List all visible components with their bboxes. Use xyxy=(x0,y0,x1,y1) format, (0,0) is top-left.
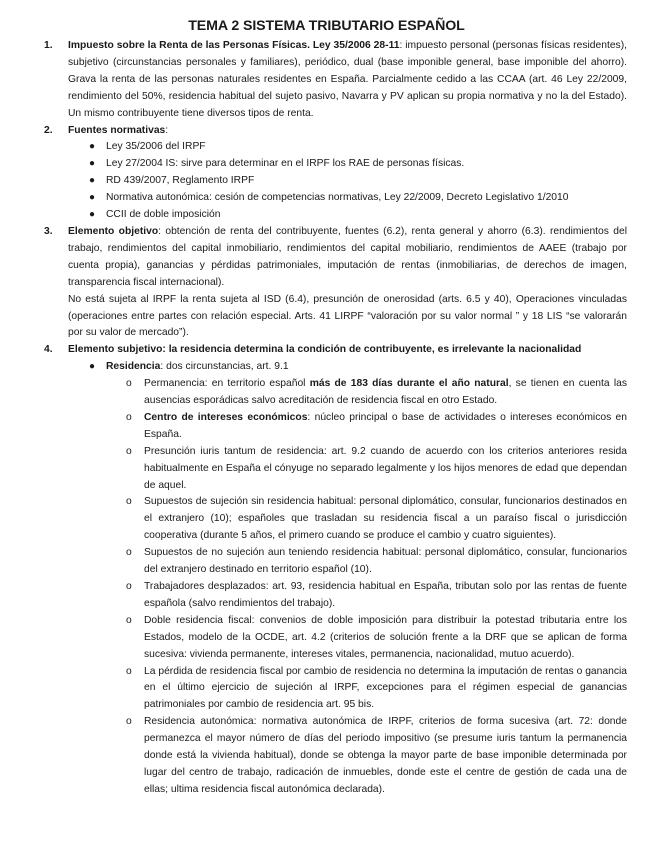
circle-bullet-icon: o xyxy=(126,716,132,728)
section-paragraph-2: No está sujeta al IRPF la renta sujeta al ISD (6.4), presunción de onerosidad (arts. 6.5 y 40), Operaciones vinculadas (operaciones entre partes con relación especial. Arts. 41 LIRPF “valoración por su valor normal ” y 18 LIS “se valorarán por su valor de mercado”). xyxy=(68,293,627,339)
circle-bullet-icon: o xyxy=(126,614,132,626)
circle-bullet-icon: o xyxy=(126,547,132,559)
bullet-icon: ● xyxy=(89,175,96,187)
bullet-label: Residencia xyxy=(106,361,161,373)
list-item-text xyxy=(106,359,627,376)
sub-list-item xyxy=(106,444,627,495)
circle-bullet-icon: o xyxy=(126,378,132,390)
list-item xyxy=(68,139,627,156)
sub-list-item xyxy=(106,545,627,579)
list-item xyxy=(68,190,627,207)
bullet-icon: ● xyxy=(89,209,96,221)
section-list xyxy=(26,38,627,799)
item-bold: más de 183 días durante el año natural xyxy=(309,378,509,390)
list-item-text: Ley 35/2006 del IRPF xyxy=(106,141,206,153)
section-heading: Elemento subjetivo: la residencia determina la condición de contribuyente, es irrelevante la nacionalidad xyxy=(68,344,582,356)
section-elemento-objetivo xyxy=(26,224,627,342)
sub-list-item xyxy=(106,376,627,410)
section-fuentes-normativas xyxy=(26,123,627,224)
section-heading: Fuentes normativas xyxy=(68,124,166,136)
sub-list-item xyxy=(106,613,627,664)
list-item-text: Normativa autonómica: cesión de competencias normativas, Ley 22/2009, Decreto Legislativo 1/2010 xyxy=(106,192,569,204)
list-item xyxy=(68,207,627,224)
circle-bullet-icon: o xyxy=(126,411,132,423)
item-text: Doble residencia fiscal: convenios de doble imposición para distribuir la potestad tributaria entre los Estados, modelo de la OCDE, art. 4.2 (criterios de solución frente a la DRF que se aplican de forma sucesiva: vivienda permanente, intereses vitales, permanencia, nacionalidad, mutuo acuerdo). xyxy=(144,614,627,660)
sub-list-item xyxy=(106,579,627,613)
section-paragraph xyxy=(68,123,627,140)
item-text-after: , se tienen en cuenta las ausencias esporádicas salvo acreditación de residencia fiscal en otro Estado. xyxy=(144,378,627,407)
item-text: Presunción iuris tantum de residencia: art. 9.2 cuando de acuerdo con los criterios anteriores resida habitualmente en España el cónyuge no separado legalmente y los hijos menores de edad que dependan de aquel. xyxy=(144,445,627,491)
section-number: 1. xyxy=(44,40,53,51)
circle-bullet-icon: o xyxy=(126,445,132,457)
circle-bullet-icon: o xyxy=(126,581,132,592)
item-text-after: : núcleo principal o base de actividades o intereses económicos en España. xyxy=(144,411,627,440)
list-item xyxy=(68,156,627,173)
section-text: : obtención de renta del contribuyente, fuentes (6.2), renta general y ahorro (6.3). rendimientos del trabajo, rendimientos del capital inmobiliario, rendimientos del capital mobiliario, rendimientos de AAEE (trabajo por cuenta propia), ganancias y pérdidas patrimoniales, imputación de rentas (inmobiliarias, de derechos de imagen, transparencia fiscal internacional). xyxy=(68,225,627,288)
list-item-text: RD 439/2007, Reglamento IRPF xyxy=(106,175,255,187)
bullet-icon: ● xyxy=(89,361,96,373)
sub-list-item xyxy=(106,664,627,715)
bullet-list xyxy=(68,359,627,799)
bullet-icon: ● xyxy=(89,141,96,153)
circle-bullet-icon: o xyxy=(126,665,132,677)
section-text: : impuesto personal (personas físicas residentes), subjetivo (circunstancias personales y familiares), periódico, dual (base imponible general, base imponible del ahorro). Grava la renta de las personas naturales residentes en España. Parcialmente cedido a las CCAA (art. 46 Ley 22/2009, rendimiento del 50%, residencia habitual del sujeto pasivo, Navarra y PV aplican su propia normativa y no la del Estado). Un mismo contribuyente tiene diversos tipos de renta. xyxy=(68,40,627,119)
bullet-text: : dos circunstancias, art. 9.1 xyxy=(160,361,289,373)
item-text: Supuestos de sujeción sin residencia habitual: personal diplomático, consular, funcionarios destinados en el extranjero (10); españoles que trasladan su residencia fiscal a un paraíso fiscal o jurisdicción cooperativa (durante 5 años, el primero cuando se produce el cambio y cuatro siguientes). xyxy=(144,496,627,542)
bullet-icon: ● xyxy=(89,192,96,204)
bullet-icon: ● xyxy=(89,158,96,170)
section-number: 3. xyxy=(44,225,53,237)
document-title: TEMA 2 SISTEMA TRIBUTARIO ESPAÑOL xyxy=(188,18,465,34)
item-text: Residencia autonómica: normativa autonómica de IRPF, criterios de forma sucesiva (art. 72: donde permanezca el mayor número de días del periodo impositivo (se presume iuris tantum la permanencia donde está la vivienda habitual), donde se obtenga la mayor parte de base imponible determinada por lugar del centro de trabajo, radicación de inmuebles, donde este el centre de gestión de cada una de ellas; ultima residencia fiscal autonómica declarada). xyxy=(144,716,627,795)
sub-list-item xyxy=(106,714,627,799)
item-text: La pérdida de residencia fiscal por cambio de residencia no determina la imputación de rentas o ganancia en el último ejercicio de sujeción al IRPF, excepciones para el régimen especial de ganancias patrimoniales por cambio de residencia art. 95 bis. xyxy=(144,665,627,711)
section-heading: Impuesto sobre la Renta de las Personas Físicas. Ley 35/2006 28-11 xyxy=(68,40,400,51)
section-colon: : xyxy=(165,124,169,136)
sub-list-item xyxy=(106,494,627,545)
section-elemento-subjetivo xyxy=(26,342,627,798)
item-text: Supuestos de no sujeción aun teniendo residencia habitual: personal diplomático, consular, funcionarios del extranjero destinado en territorio español (10). xyxy=(144,547,627,576)
section-heading: Elemento objetivo xyxy=(68,225,159,237)
section-number: 2. xyxy=(44,124,53,136)
section-number: 4. xyxy=(44,344,53,356)
list-item-text: Ley 27/2004 IS: sirve para determinar en el IRPF los RAE de personas físicas. xyxy=(106,158,465,170)
list-item-text: CCII de doble imposición xyxy=(106,209,221,221)
item-bold: Centro de intereses económicos xyxy=(144,411,308,423)
list-item xyxy=(68,173,627,190)
section-paragraph xyxy=(68,342,627,359)
sub-list xyxy=(106,376,627,799)
list-item-residencia xyxy=(68,359,627,799)
section-paragraph xyxy=(68,224,627,292)
bullet-list xyxy=(68,139,627,224)
section-paragraph xyxy=(68,38,627,123)
item-text: Trabajadores desplazados: art. 93, residencia habitual en España, tributan solo por las rentas de fuente española (salvo rendimientos del trabajo). xyxy=(144,581,627,609)
circle-bullet-icon: o xyxy=(126,496,132,508)
sub-list-item xyxy=(106,410,627,444)
item-text: Permanencia: en territorio español xyxy=(144,378,310,390)
section-irpf xyxy=(26,38,627,123)
